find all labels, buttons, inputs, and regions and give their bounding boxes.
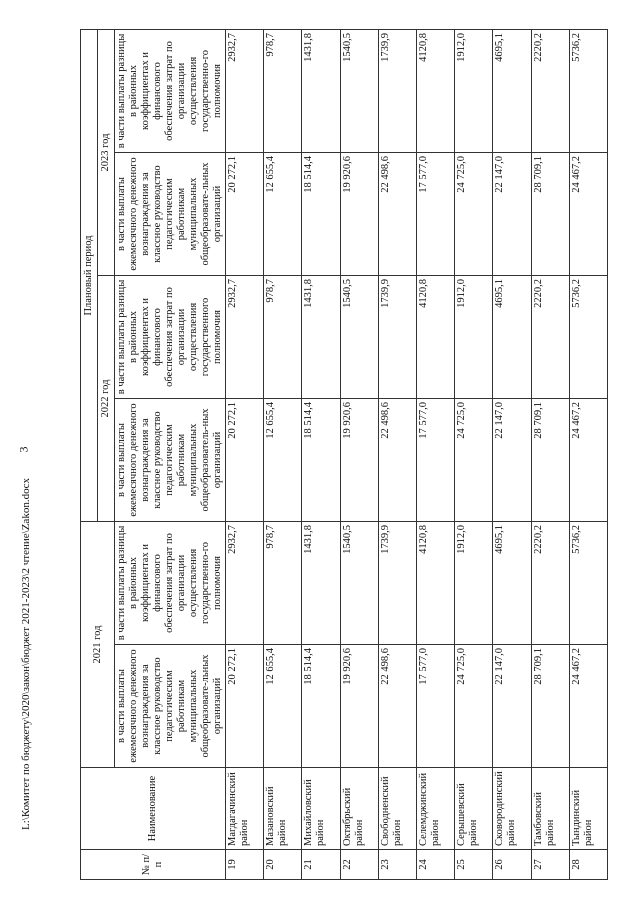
- table-row: [493, 30, 531, 880]
- value-2021-coefficients: 1739,9: [378, 522, 416, 645]
- row-number: 22: [340, 850, 378, 880]
- row-number: 28: [569, 850, 607, 880]
- value-2022-coefficients: 4120,8: [416, 276, 454, 399]
- table-body: [226, 30, 608, 880]
- value-2023-coefficients: 978,7: [264, 30, 302, 153]
- row-number: 21: [302, 850, 340, 880]
- value-2022-coefficients: 5736,2: [569, 276, 607, 399]
- value-2022-coefficients: 1431,8: [302, 276, 340, 399]
- district-name: Мазановский район: [264, 768, 302, 850]
- value-2022-bonus: 22 147,0: [493, 399, 531, 522]
- header-planned-period: Плановый период: [81, 30, 98, 522]
- value-2023-bonus: 24 467,2: [569, 153, 607, 276]
- header-year-2022: 2022 год: [98, 276, 115, 522]
- table-row: [302, 30, 340, 880]
- table-row: [416, 30, 454, 880]
- value-2021-bonus: 24 725,0: [455, 645, 493, 768]
- value-2023-coefficients: 4695,1: [493, 30, 531, 153]
- value-2023-coefficients: 1739,9: [378, 30, 416, 153]
- header-2023-bonus: в части выплаты ежемесячного денежного вознаграждения за классное руководство педагогическим работникам муниципальных общеобразовате-льных организаций: [115, 153, 226, 276]
- value-2022-bonus: 17 577,0: [416, 399, 454, 522]
- row-number: 24: [416, 850, 454, 880]
- row-number: 20: [264, 850, 302, 880]
- value-2021-coefficients: 2220,2: [531, 522, 569, 645]
- table-row: [455, 30, 493, 880]
- value-2021-bonus: 28 709,1: [531, 645, 569, 768]
- value-2022-bonus: 24 467,2: [569, 399, 607, 522]
- value-2023-bonus: 19 920,6: [340, 153, 378, 276]
- value-2022-bonus: 24 725,0: [455, 399, 493, 522]
- value-2021-coefficients: 4695,1: [493, 522, 531, 645]
- value-2023-bonus: 17 577,0: [416, 153, 454, 276]
- value-2022-coefficients: 2220,2: [531, 276, 569, 399]
- district-name: Октябрьский район: [340, 768, 378, 850]
- district-name: Тамбовский район: [531, 768, 569, 850]
- header-year-2021: 2021 год: [81, 522, 115, 768]
- row-number: 19: [226, 850, 264, 880]
- table-row: [226, 30, 264, 880]
- value-2022-coefficients: 4695,1: [493, 276, 531, 399]
- row-number: 27: [531, 850, 569, 880]
- value-2021-bonus: 22 147,0: [493, 645, 531, 768]
- rotated-table-container: [80, 30, 608, 880]
- value-2022-bonus: 12 655,4: [264, 399, 302, 522]
- value-2022-bonus: 22 498,6: [378, 399, 416, 522]
- value-2021-coefficients: 5736,2: [569, 522, 607, 645]
- value-2021-coefficients: 1431,8: [302, 522, 340, 645]
- table-row: [264, 30, 302, 880]
- value-2023-coefficients: 5736,2: [569, 30, 607, 153]
- header-2021-bonus: в части выплаты ежемесячного денежного вознаграждения за классное руководство педагогическим работникам муниципальных общеобразовате-льных организаций: [115, 645, 226, 768]
- value-2022-coefficients: 978,7: [264, 276, 302, 399]
- header-2022-bonus: в части выплаты ежемесячного денежного вознаграждения за классное руководство педагогическим работникам муниципальных общеобразователь-ных организаций: [115, 399, 226, 522]
- header-num: № п/п: [81, 850, 226, 880]
- value-2021-coefficients: 2932,7: [226, 522, 264, 645]
- district-name: Тындинский район: [569, 768, 607, 850]
- district-name: Сковородинский район: [493, 768, 531, 850]
- value-2023-bonus: 22 147,0: [493, 153, 531, 276]
- value-2021-bonus: 12 655,4: [264, 645, 302, 768]
- value-2022-coefficients: 1540,5: [340, 276, 378, 399]
- row-number: 26: [493, 850, 531, 880]
- district-name: Серышевский район: [455, 768, 493, 850]
- value-2022-bonus: 18 514,4: [302, 399, 340, 522]
- district-name: Магдагачинский район: [226, 768, 264, 850]
- value-2023-coefficients: 1540,5: [340, 30, 378, 153]
- value-2023-coefficients: 1912,0: [455, 30, 493, 153]
- value-2021-coefficients: 1540,5: [340, 522, 378, 645]
- value-2021-coefficients: 978,7: [264, 522, 302, 645]
- table-row: [378, 30, 416, 880]
- header-name: Наименование: [81, 768, 226, 850]
- value-2022-bonus: 28 709,1: [531, 399, 569, 522]
- district-name: Михайловский район: [302, 768, 340, 850]
- value-2023-bonus: 28 709,1: [531, 153, 569, 276]
- value-2021-bonus: 18 514,4: [302, 645, 340, 768]
- value-2022-coefficients: 1739,9: [378, 276, 416, 399]
- value-2023-coefficients: 4120,8: [416, 30, 454, 153]
- value-2023-coefficients: 2932,7: [226, 30, 264, 153]
- value-2021-bonus: 24 467,2: [569, 645, 607, 768]
- header-2021-coefficients: в части выплаты разницы в районных коэффициентах и финансового обеспечения затрат по организации осуществления государственно-го полномочия: [115, 522, 226, 645]
- row-number: 23: [378, 850, 416, 880]
- value-2023-bonus: 12 655,4: [264, 153, 302, 276]
- value-2022-bonus: 19 920,6: [340, 399, 378, 522]
- header-2022-coefficients: в части выплаты разницы в районных коэффициентах и финансового обеспечения затрат по организации осуществления государственного полномочия: [115, 276, 226, 399]
- value-2023-coefficients: 2220,2: [531, 30, 569, 153]
- value-2023-bonus: 18 514,4: [302, 153, 340, 276]
- district-name: Свободненский район: [378, 768, 416, 850]
- value-2023-coefficients: 1431,8: [302, 30, 340, 153]
- value-2021-coefficients: 1912,0: [455, 522, 493, 645]
- header-year-2023: 2023 год: [98, 30, 115, 276]
- district-name: Селемджинский район: [416, 768, 454, 850]
- header-2023-coefficients: в части выплаты разницы в районных коэффициентах и финансового обеспечения затрат по организации осуществления государственно-го полномочия: [115, 30, 226, 153]
- table-row: [531, 30, 569, 880]
- value-2022-bonus: 20 272,1: [226, 399, 264, 522]
- value-2023-bonus: 24 725,0: [455, 153, 493, 276]
- value-2021-bonus: 20 272,1: [226, 645, 264, 768]
- table-row: [569, 30, 607, 880]
- budget-table: [80, 29, 608, 880]
- value-2023-bonus: 22 498,6: [378, 153, 416, 276]
- table-row: [340, 30, 378, 880]
- value-2021-bonus: 19 920,6: [340, 645, 378, 768]
- footer-file-path: L:\Комитет по бюджету\2020\закон\бюджет 2021-2023\2 чтение\Zakon.docx: [20, 478, 32, 830]
- value-2021-coefficients: 4120,8: [416, 522, 454, 645]
- row-number: 25: [455, 850, 493, 880]
- value-2023-bonus: 20 272,1: [226, 153, 264, 276]
- page-number: 3: [16, 446, 31, 453]
- value-2022-coefficients: 1912,0: [455, 276, 493, 399]
- value-2022-coefficients: 2932,7: [226, 276, 264, 399]
- value-2021-bonus: 22 498,6: [378, 645, 416, 768]
- value-2021-bonus: 17 577,0: [416, 645, 454, 768]
